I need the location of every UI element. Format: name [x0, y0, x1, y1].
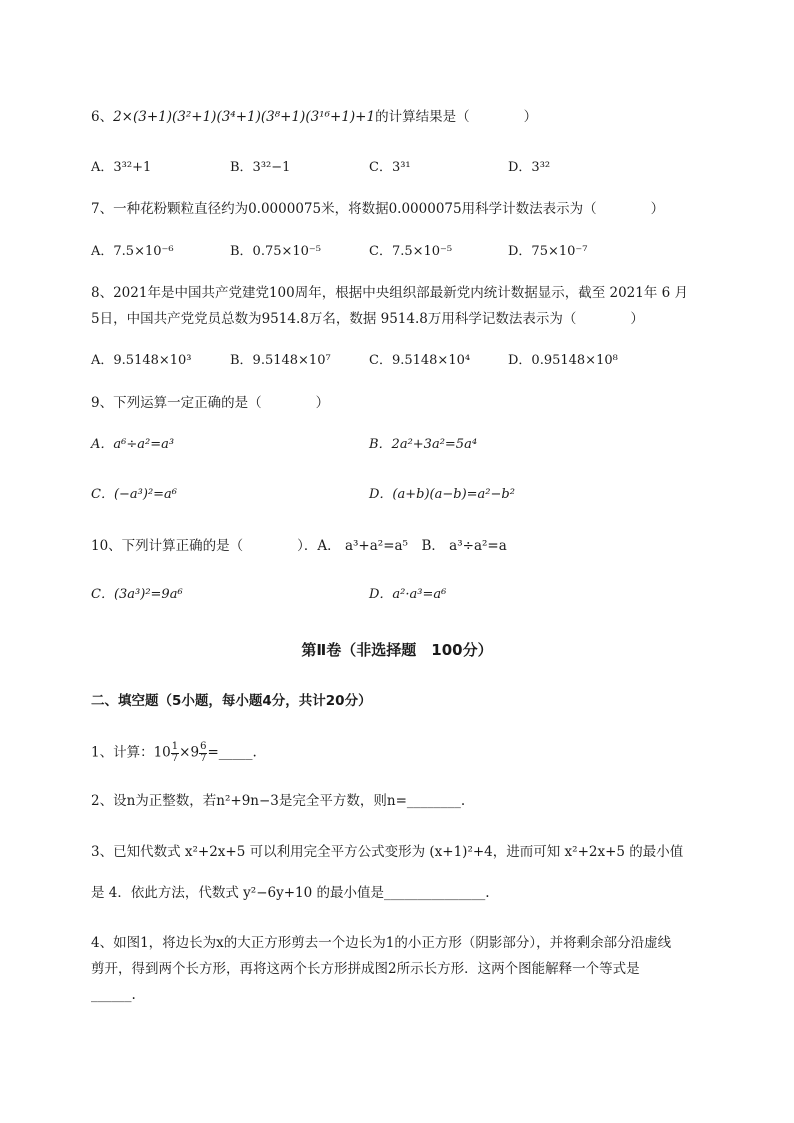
q6-option-a: A．3³²+1: [91, 160, 152, 175]
fill-1-mid: ×9: [179, 744, 200, 761]
q7-option-a: A．7.5×10⁻⁶: [91, 244, 174, 259]
q7-option-b: B．0.75×10⁻⁵: [230, 244, 322, 259]
question-7: 7、一种花粉颗粒直径约为0.0000075米，将数据0.0000075用科学计数法表示为（ ）: [91, 201, 665, 217]
q6-option-c: C．3³¹: [369, 160, 411, 175]
q8-option-c: C．9.5148×10⁴: [369, 353, 471, 368]
q7-option-d: D．75×10⁻⁷: [508, 244, 588, 259]
question-8-line-1: 8、2021年是中国共产党建党100周年，根据中央组织部最新党内统计数据显示，截至 2021年 6 月: [91, 285, 689, 301]
fill-1-prefix: 1、计算：10: [91, 744, 171, 761]
q7-option-c: C．7.5×10⁻⁵: [369, 244, 453, 259]
question-6-number: 6、: [91, 109, 114, 125]
fill-question-4-line-3: ______.: [91, 987, 136, 1003]
q9-option-c: C．(−a³)²=a⁶: [91, 487, 178, 502]
question-6-text: 的计算结果是（ ）: [375, 109, 538, 125]
fill-in-section-heading: 二、填空题（5小题，每小题4分，共计20分）: [91, 693, 372, 709]
fill-1-fraction-b-numerator: 6: [200, 741, 207, 752]
part-2-title: 第Ⅱ卷（非选择题 100分）: [301, 641, 493, 659]
fill-question-1: [91, 742, 257, 764]
q8-option-b: B．9.5148×10⁷: [230, 353, 331, 368]
question-9: 9、下列运算一定正确的是（ ）: [91, 395, 330, 411]
q9-option-d: D．(a+b)(a−b)=a²−b²: [369, 487, 515, 502]
q8-option-d: D．0.95148×10⁸: [508, 353, 618, 368]
fill-question-2: 2、设n为正整数，若n²+9n−3是完全平方数，则n=________.: [91, 793, 466, 809]
q6-option-b: B．3³²−1: [230, 160, 291, 175]
q6-option-d: D．3³²: [508, 160, 551, 175]
fill-question-3-line-2: 是 4．依此方法，代数式 y²−6y+10 的最小值是_______________.: [91, 885, 490, 901]
fill-1-fraction-b-denominator: 7: [200, 752, 207, 764]
q10-option-d: D．a²·a³=a⁶: [369, 587, 447, 602]
fill-1-fraction-a-numerator: 1: [171, 741, 179, 752]
question-6-expression: 2×(3+1)(3²+1)(3⁴+1)(3⁸+1)(3¹⁶+1)+1: [113, 109, 376, 125]
fill-question-4-line-1: 4、如图1，将边长为x的大正方形剪去一个边长为1的小正方形（阴影部分），并将剩余部分沿虚线: [91, 935, 672, 951]
q10-option-c: C．(3a³)²=9a⁶: [91, 587, 183, 602]
question-8-line-2: 5日，中国共产党党员总数为9514.8万名，数据 9514.8万用科学记数法表示为（ ）: [91, 311, 644, 327]
fill-question-3-line-1: 3、已知代数式 x²+2x+5 可以利用完全平方公式变形为 (x+1)²+4，进而可知 x²+2x+5 的最小值: [91, 844, 684, 860]
q9-option-b: B．2a²+3a²=5a⁴: [369, 437, 478, 452]
fill-1-fraction-a-denominator: 7: [171, 752, 179, 764]
q8-option-a: A．9.5148×10³: [91, 353, 192, 368]
fill-1-fraction-a: [171, 742, 179, 764]
q9-option-a: A．a⁶÷a²=a³: [91, 437, 175, 452]
question-10: 10、下列计算正确的是（ ）．A． a³+a²=a⁵ B． a³÷a²=a: [91, 538, 507, 554]
fill-question-4-line-2: 剪开，得到两个长方形，再将这两个长方形拼成图2所示长方形．这两个图能解释一个等式是: [91, 961, 640, 977]
fill-1-suffix: =_____.: [207, 744, 257, 761]
question-6: [91, 108, 537, 126]
